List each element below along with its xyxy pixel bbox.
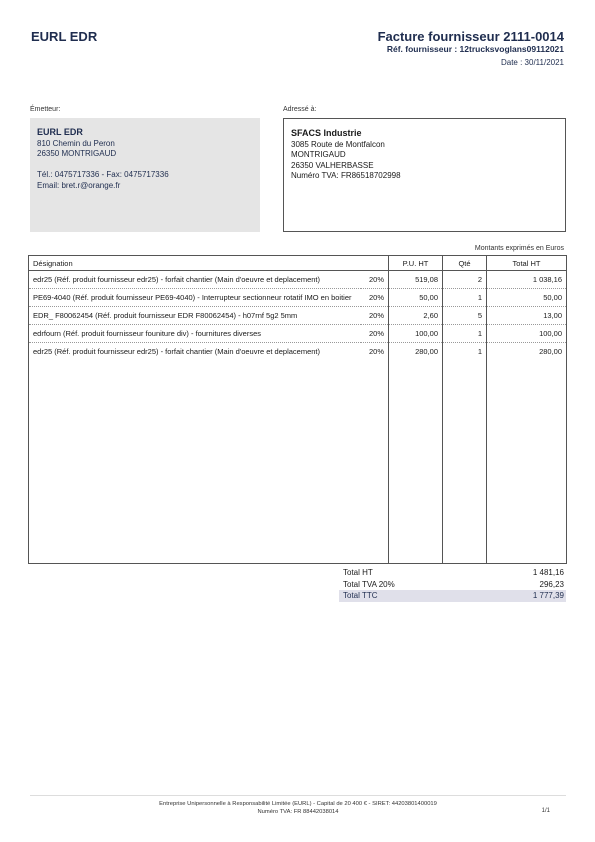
total-ht-value: 1 481,16 (532, 568, 564, 577)
currency-note: Montants exprimés en Euros (474, 245, 564, 252)
total-ht-label: Total HT (343, 568, 373, 577)
sender-phone-fax: Tél.: 0475717336 - Fax: 0475717336 (37, 170, 169, 179)
row-unit-price: 50,00 (389, 289, 443, 307)
row-vat-rate: 20% (361, 343, 389, 361)
header-designation: Désignation (29, 256, 389, 271)
header-quantity: Qté (443, 256, 487, 271)
header-total: Total HT (487, 256, 567, 271)
recipient-name: SFACS Industrie (291, 128, 362, 138)
invoice-lines-table (28, 255, 567, 564)
row-total: 1 038,16 (487, 271, 567, 289)
footer-line2: Numéro TVA: FR 88442038014 (257, 809, 339, 815)
recipient-address-line3: 26350 VALHERBASSE (291, 160, 374, 170)
sender-email: Email: bret.r@orange.fr (37, 180, 121, 190)
row-vat-rate: 20% (361, 307, 389, 325)
total-tva-label: Total TVA 20% (343, 579, 395, 589)
row-quantity: 5 (443, 307, 487, 325)
table-header-row (29, 256, 567, 271)
total-tva-value: 296,23 (539, 579, 564, 589)
row-total: 13,00 (487, 307, 567, 325)
row-designation: PE69-4040 (Réf. produit fournisseur PE69-4040) - Interrupteur sectionneur rotatif IMO en boitier (29, 289, 361, 307)
row-quantity: 1 (443, 289, 487, 307)
table-row (29, 343, 567, 361)
sender-name: EURL EDR (37, 127, 83, 137)
recipient-vat-number: Numéro TVA: FR86518702998 (291, 171, 401, 180)
row-total: 280,00 (487, 343, 567, 361)
row-vat-rate: 20% (361, 271, 389, 289)
row-quantity: 1 (443, 325, 487, 343)
invoice-title: Facture fournisseur 2111-0014 (377, 29, 564, 44)
row-unit-price: 280,00 (389, 343, 443, 361)
recipient-address-line2: MONTRIGAUD (291, 150, 346, 159)
recipient-label: Adressé à: (283, 106, 317, 113)
table-row (29, 307, 567, 325)
total-ttc-label: Total TTC (343, 591, 378, 600)
supplier-reference: Réf. fournisseur : 12trucksvoglans09112021 (386, 44, 564, 54)
sender-label: Émetteur: (30, 106, 61, 113)
recipient-address-line1: 3085 Route de Montfalcon (291, 139, 385, 149)
row-designation: EDR_ F80062454 (Réf. produit fournisseur EDR F80062454) - h07rnf 5g2 5mm (29, 307, 361, 325)
invoice-date: Date : 30/11/2021 (500, 58, 564, 67)
row-designation: edr25 (Réf. produit fournisseur edr25) - forfait chantier (Main d'oeuvre et deplacement) (29, 271, 361, 289)
row-quantity: 1 (443, 343, 487, 361)
row-unit-price: 100,00 (389, 325, 443, 343)
row-vat-rate: 20% (361, 325, 389, 343)
row-designation: edr25 (Réf. produit fournisseur edr25) - forfait chantier (Main d'oeuvre et deplacement) (29, 343, 361, 361)
total-ttc-value: 1 777,39 (532, 591, 564, 600)
sender-address-line2: 26350 MONTRIGAUD (37, 149, 117, 158)
row-quantity: 2 (443, 271, 487, 289)
row-total: 50,00 (487, 289, 567, 307)
total-tva-row (339, 579, 566, 591)
table-filler-row (29, 360, 567, 564)
footer-legal (30, 800, 566, 816)
sender-address-line1: 810 Chemin du Peron (37, 138, 115, 148)
company-name: EURL EDR (31, 29, 98, 44)
row-unit-price: 2,60 (389, 307, 443, 325)
row-unit-price: 519,08 (389, 271, 443, 289)
total-ttc-row (339, 590, 566, 602)
page-number: 1/1 (541, 808, 550, 814)
table-row (29, 289, 567, 307)
totals-block (339, 567, 566, 602)
footer-divider (30, 795, 566, 796)
table-row (29, 271, 567, 289)
recipient-block (283, 118, 566, 232)
footer-line1: Entreprise Unipersonnelle à Responsabilité Limitée (EURL) - Capital de 20 400 € - SIRET: 44203801400019 (159, 801, 437, 807)
row-designation: edrfourn (Réf. produit fournisseur founiture div) - fournitures diverses (29, 325, 361, 343)
total-ht-row (339, 567, 566, 579)
row-total: 100,00 (487, 325, 567, 343)
table-row (29, 325, 567, 343)
row-vat-rate: 20% (361, 289, 389, 307)
header-unit-price: P.U. HT (389, 256, 443, 271)
sender-block (30, 118, 260, 232)
